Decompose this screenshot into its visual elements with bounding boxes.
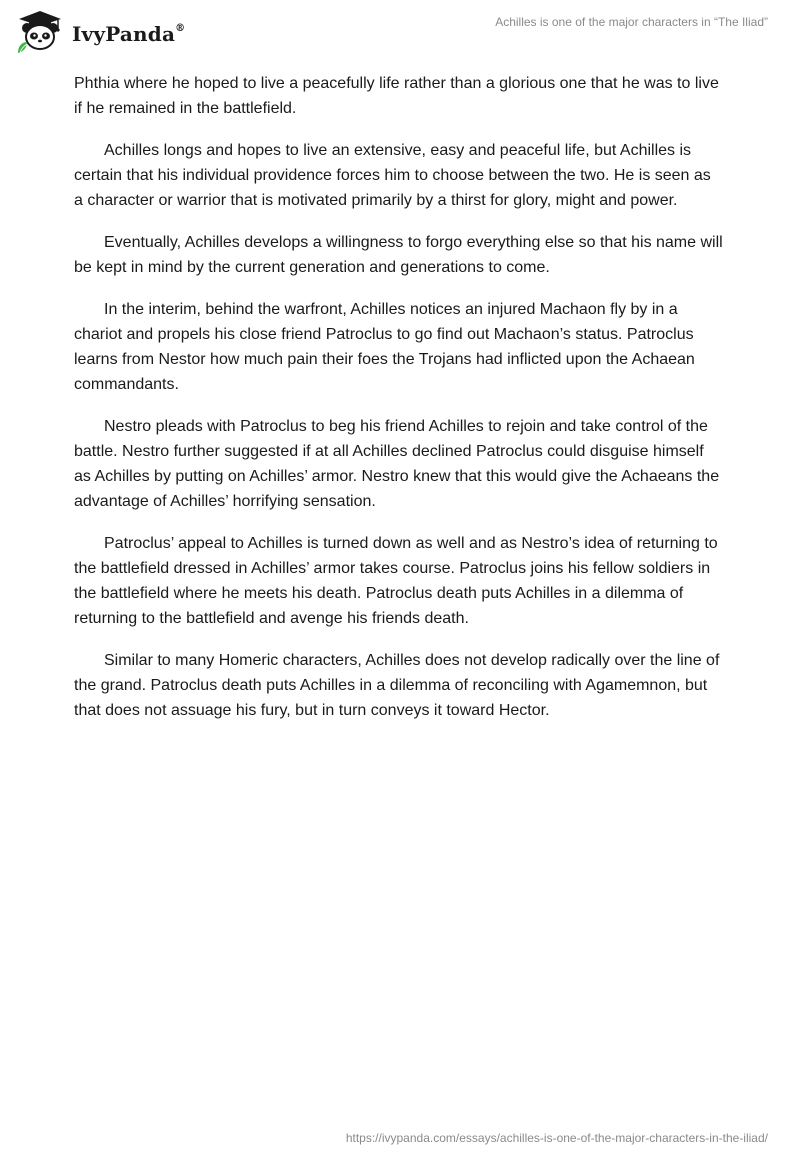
source-url[interactable]: https://ivypanda.com/essays/achilles-is-one-of-the-major-characters-in-the-iliad/ — [345, 1131, 768, 1145]
paragraph: Similar to many Homeric characters, Achilles does not develop radically over the line of the grand. Patroclus death puts Achilles in a dilemma of reconciling with Agamemnon, but that does not assuage his fury, but in turn conveys it toward Hector. — [74, 652, 720, 719]
paragraph: Achilles longs and hopes to live an extensive, easy and peaceful life, but Achilles is certain that his individual providence forces him to choose between the two. He is seen as a character or warrior that is motivated primarily by a thirst for glory, might and power. — [74, 142, 711, 209]
paragraph: Eventually, Achilles develops a willingness to forgo everything else so that his name will be kept in mind by the current generation and generations to come. — [74, 234, 723, 276]
panda-graduate-icon — [14, 9, 66, 55]
registered-mark: ® — [175, 23, 186, 35]
brand-name — [72, 22, 185, 46]
page-header — [0, 0, 800, 64]
essay-body — [74, 71, 724, 740]
paragraph: Patroclus’ appeal to Achilles is turned down as well and as Nestro’s idea of returning to the battlefield dressed in Achilles’ armor takes course. Patroclus joins his fellow soldiers in the battlefield where he meets his death. Patroclus death puts Achilles in a dilemma of returning to the battlefield and avenge his friends death. — [74, 535, 718, 627]
ivypanda-logo[interactable] — [14, 8, 204, 56]
brand-name-text: IvyPanda — [72, 22, 176, 46]
paragraph: In the interim, behind the warfront, Achilles notices an injured Machaon fly by in a chariot and propels his close friend Patroclus to go find out Machaon’s status. Patroclus learns from Nestor how much pain their foes the Trojans had inflicted upon the Achaean commandants. — [74, 301, 695, 393]
paragraph: Phthia where he hoped to live a peacefully life rather than a glorious one that he was to live if he remained in the battlefield. — [74, 75, 719, 117]
paragraph: Nestro pleads with Patroclus to beg his friend Achilles to rejoin and take control of the battle. Nestro further suggested if at all Achilles declined Patroclus could disguise himself as Achilles by putting on Achilles’ armor. Nestro knew that this would give the Achaeans the advantage of Achilles’ horrifying sensation. — [74, 418, 720, 510]
running-title: Achilles is one of the major characters in “The Iliad” — [495, 15, 768, 29]
